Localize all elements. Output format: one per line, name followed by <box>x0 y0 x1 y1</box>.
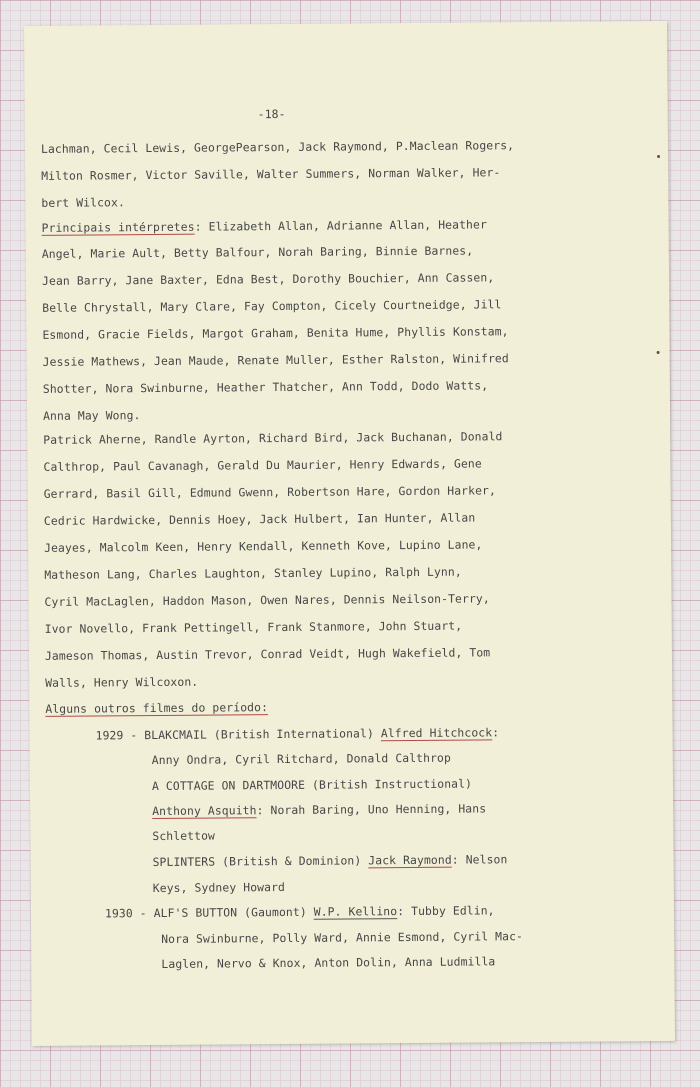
margin-mark <box>657 351 660 354</box>
actors-line-8: Ivor Novello, Frank Pettingell, Frank Stanmore, John Stuart, <box>44 618 463 636</box>
page-number: -18- <box>257 106 286 122</box>
margin-mark <box>657 155 660 158</box>
actors-line-4: Cedric Hardwicke, Dennis Hoey, Jack Hulbert, Ian Hunter, Allan <box>43 510 476 528</box>
film-1930-alfs-button <box>105 903 495 920</box>
film-1929-blackmail <box>96 725 500 742</box>
actresses-line-4: Esmond, Gracie Fields, Margot Graham, Benita Hume, Phyllis Konstam, <box>42 324 509 342</box>
actresses-line-2: Jean Barry, Jane Baxter, Edna Best, Dorothy Bouchier, Ann Cassen, <box>41 270 495 288</box>
actors-line-5: Jeayes, Malcolm Keen, Henry Kendall, Kenneth Kove, Lupino Lane, <box>44 537 483 555</box>
actors-line-9: Jameson Thomas, Austin Trevor, Conrad Veidt, Hugh Wakefield, Tom <box>44 645 491 663</box>
film-1929-cottage: A COTTAGE ON DARTMOORE (British Instructional) <box>151 776 473 794</box>
directors-line-2: Milton Rosmer, Victor Saville, Walter Summers, Norman Walker, Her- <box>41 165 501 183</box>
performers-line-1-rest: : Elizabeth Allan, Adrianne Allan, Heather <box>194 217 487 234</box>
film-1930-cast-3: Laglen, Nervo & Knox, Anton Dolin, Anna Ludmilla <box>161 954 496 971</box>
actors-line-6: Matheson Lang, Charles Laughton, Stanley Lupino, Ralph Lynn, <box>44 564 462 582</box>
film-1930-cast-1: : Tubby Edlin, <box>397 903 495 919</box>
actresses-line-5: Jessie Mathews, Jean Maude, Renate Muller, Esther Ralston, Winifred <box>42 351 509 369</box>
directors-line-3: bert Wilcox. <box>41 195 125 210</box>
other-films-heading-text: Alguns outros filmes do período: <box>45 700 269 716</box>
film-1929-splinters-cast-2: Keys, Sydney Howard <box>152 879 286 896</box>
actors-line-2: Calthrop, Paul Cavanagh, Gerald Du Maurier, Henry Edwards, Gene <box>43 456 482 474</box>
actors-line-1: Patrick Aherne, Randle Ayrton, Richard Bird, Jack Buchanan, Donald <box>43 429 503 447</box>
film-1929-splinters <box>153 852 508 869</box>
performers-heading: Principais intérpretes <box>41 219 195 235</box>
actors-line-3: Gerrard, Basil Gill, Edmund Gwenn, Robertson Hare, Gordon Harker, <box>43 483 496 501</box>
other-films-heading <box>45 700 268 716</box>
film-1930-cast-2: Nora Swinburne, Polly Ward, Annie Esmond, Cyril Mac- <box>161 929 524 946</box>
film-1929-splinters-title: SPLINTERS (British & Dominion) <box>152 853 369 870</box>
actors-line-10: Walls, Henry Wilcoxon. <box>45 674 199 690</box>
performers-line <box>42 217 487 234</box>
actresses-line-3: Belle Chrystall, Mary Clare, Fay Compton, Cicely Courtneidge, Jill <box>42 297 502 315</box>
directors-line-1: Lachman, Cecil Lewis, GeorgePearson, Jack Raymond, P.Maclean Rogers, <box>40 138 515 156</box>
film-1929-title: 1929 - BLAKCMAIL (British International) <box>95 726 381 743</box>
film-1930-director: W.P. Kellino <box>313 904 398 919</box>
actors-line-7: Cyril MacLaglen, Haddon Mason, Owen Nares, Dennis Neilson-Terry, <box>44 591 490 609</box>
actresses-line-7: Anna May Wong. <box>43 408 141 423</box>
film-1929-cottage-cast-2: Schlettow <box>152 828 216 844</box>
film-1929-cottage-cast <box>152 801 486 818</box>
film-1929-colon: : <box>492 725 500 740</box>
film-1929-director: Alfred Hitchcock <box>380 725 493 741</box>
actresses-line-6: Shotter, Nora Swinburne, Heather Thatcher, Ann Todd, Dodo Watts, <box>42 378 489 396</box>
actresses-line-1: Angel, Marie Ault, Betty Balfour, Norah Baring, Binnie Barnes, <box>41 243 474 261</box>
typewritten-page <box>24 21 675 1046</box>
film-1929-cottage-cast-1: : Norah Baring, Uno Henning, Hans <box>256 801 487 818</box>
film-1929-cast: Anny Ondra, Cyril Ritchard, Donald Calthrop <box>151 750 452 768</box>
film-1929-cottage-director: Anthony Asquith <box>152 803 257 819</box>
film-1929-splinters-cast-1: : Nelson <box>451 852 508 867</box>
film-1929-splinters-director: Jack Raymond <box>368 852 452 868</box>
film-1930-title: 1930 - ALF'S BUTTON (Gaumont) <box>104 904 314 921</box>
